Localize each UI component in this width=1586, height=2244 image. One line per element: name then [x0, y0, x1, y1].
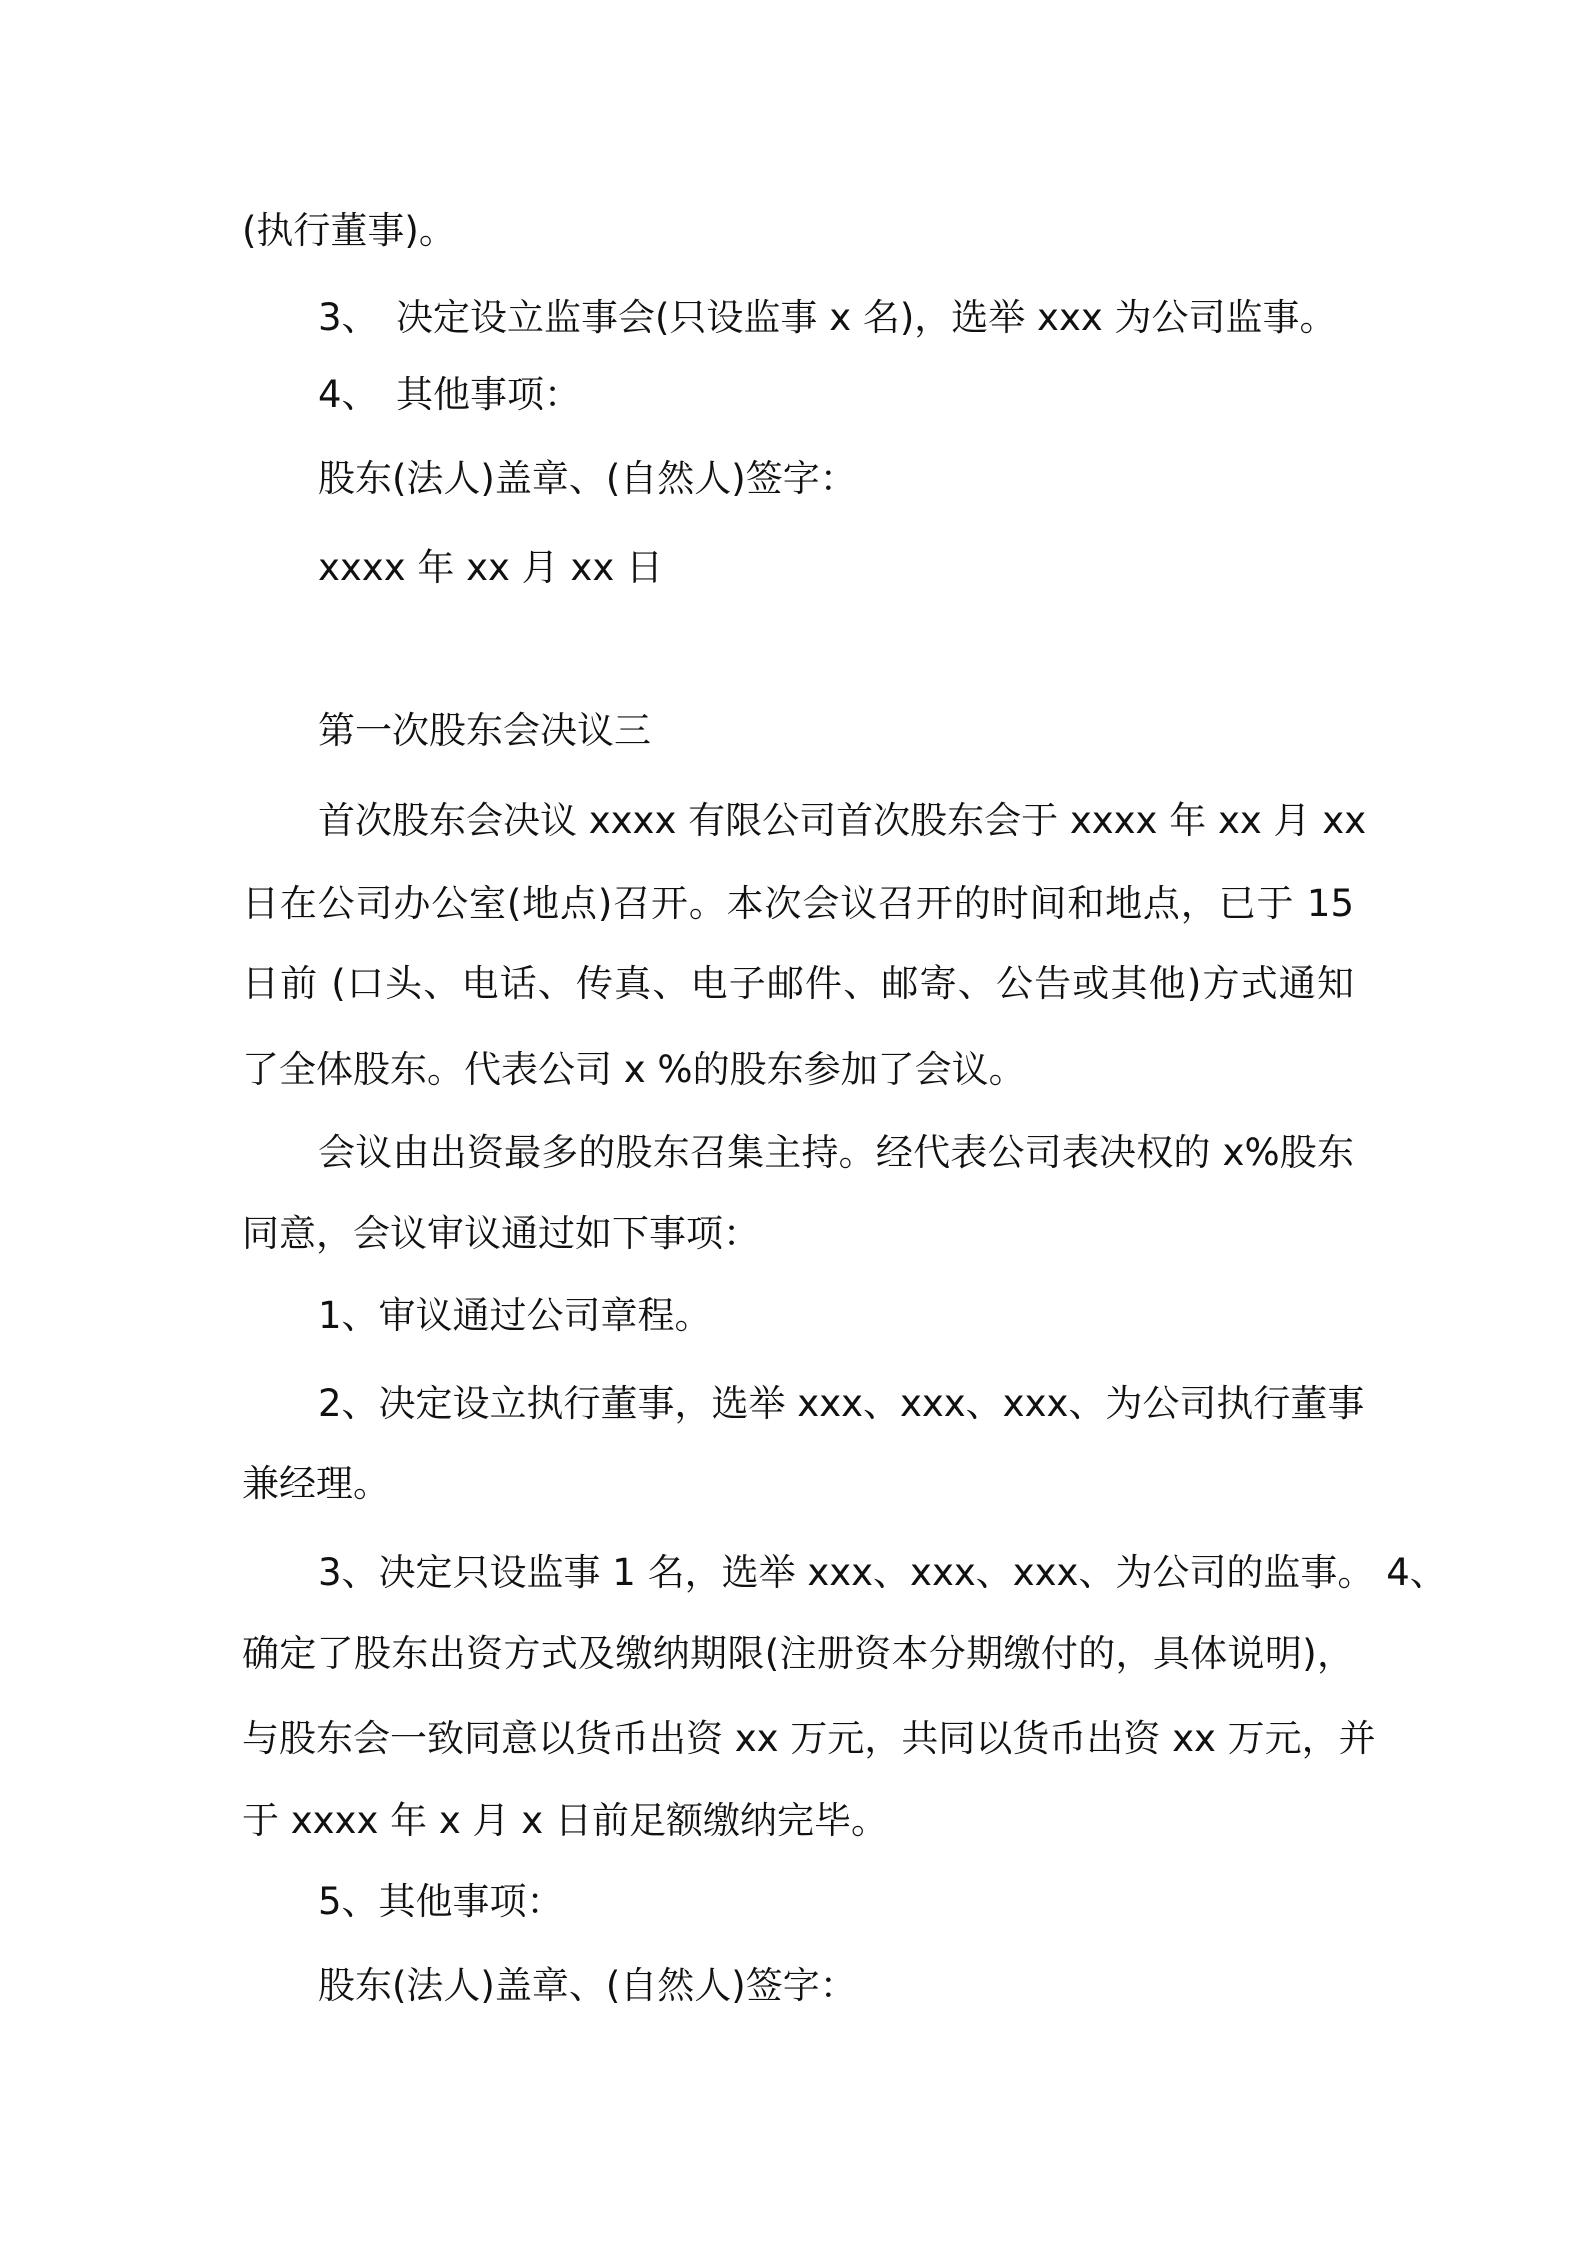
para1-line-4: 了全体股东。代表公司 x %的股东参加了会议。	[242, 1048, 1026, 1091]
resolution-item-3-4-line-2: 确定了股东出资方式及缴纳期限(注册资本分期缴付的，具体说明)，	[242, 1632, 1354, 1675]
intro-item-3	[318, 292, 1337, 344]
resolution-item-3-4-line-3: 与股东会一致同意以货币出资 xx 万元，共同以货币出资 xx 万元，并	[242, 1717, 1376, 1760]
intro-item-3-text: 决定设立监事会(只设监事 x 名)，选举 xxx 为公司监事。	[396, 296, 1337, 339]
intro-item-4	[318, 369, 581, 421]
resolution-item-2-line-1: 2、决定设立执行董事，选举 xxx、xxx、xxx、为公司执行董事	[318, 1382, 1365, 1425]
resolution-item-1: 1、审议通过公司章程。	[318, 1294, 712, 1337]
resolution-item-5: 5、其他事项：	[318, 1880, 564, 1923]
resolution-item-2-line-2: 兼经理。	[242, 1462, 390, 1505]
resolution-signature-line: 股东(法人)盖章、(自然人)签字：	[318, 1964, 857, 2007]
resolution-item-3-4-line-4: 于 xxxx 年 x 月 x 日前足额缴纳完毕。	[242, 1799, 888, 1842]
intro-item-4-number: 4、	[318, 373, 379, 416]
para1-line-2: 日在公司办公室(地点)召开。本次会议召开的时间和地点，已于 15	[242, 882, 1354, 925]
para2-line-1: 会议由出资最多的股东召集主持。经代表公司表决权的 x%股东	[318, 1131, 1354, 1174]
intro-item-3-number: 3、	[318, 296, 379, 339]
intro-tail: (执行董事)。	[242, 209, 456, 252]
intro-signature-line: 股东(法人)盖章、(自然人)签字：	[318, 457, 857, 500]
intro-date: xxxx 年 xx 月 xx 日	[318, 546, 663, 589]
intro-item-4-text: 其他事项：	[396, 373, 581, 416]
para2-line-2: 同意，会议审议通过如下事项：	[242, 1212, 760, 1255]
resolution-item-3-4-line-1: 3、决定只设监事 1 名，选举 xxx、xxx、xxx、为公司的监事。 4、	[318, 1551, 1447, 1594]
para1-line-1: 首次股东会决议 xxxx 有限公司首次股东会于 xxxx 年 xx 月 xx	[318, 799, 1367, 842]
resolution-title: 第一次股东会决议三	[318, 709, 651, 752]
para1-line-3: 日前 (口头、电话、传真、电子邮件、邮寄、公告或其他)方式通知	[242, 962, 1354, 1005]
